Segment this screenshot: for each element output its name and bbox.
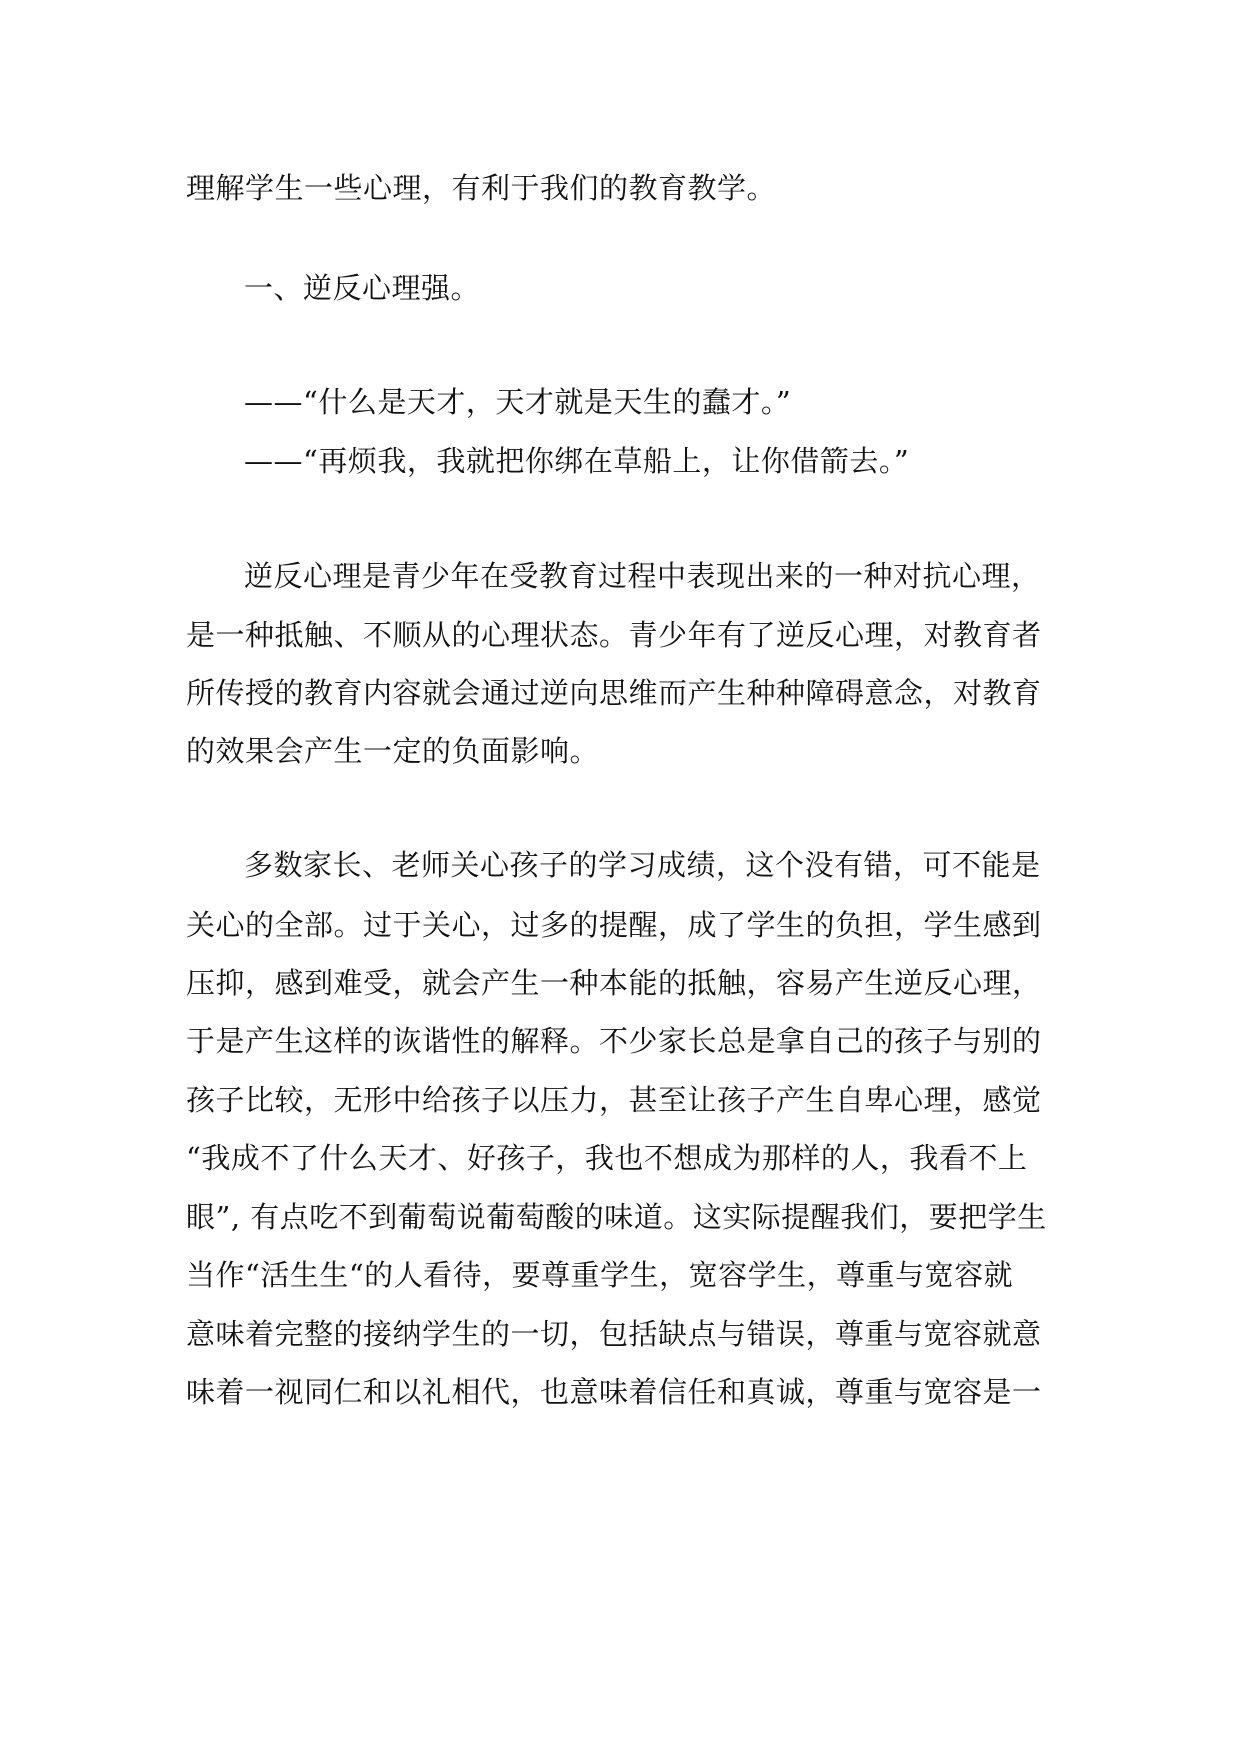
paragraph-line: 意味着完整的接纳学生的一切，包括缺点与错误，尊重与宽容就意 — [186, 1317, 1042, 1351]
paragraph-line: 的效果会产生一定的负面影响。 — [186, 734, 600, 768]
section-heading: 一、逆反心理强。 — [244, 271, 481, 305]
paragraph-line: 味着一视同仁和以礼相代，也意味着信任和真诚，尊重与宽容是一 — [186, 1375, 1042, 1409]
paragraph-line: 是一种抵触、不顺从的心理状态。青少年有了逆反心理，对教育者 — [186, 618, 1042, 652]
paragraph-line: 当作“活生生“的人看待，要尊重学生，宽容学生，尊重与宽容就 — [186, 1258, 1014, 1292]
paragraph-line: 于是产生这样的诙谐性的解释。不少家长总是拿自己的孩子与别的 — [186, 1024, 1042, 1058]
paragraph-line: 多数家长、老师关心孩子的学习成绩，这个没有错，可不能是 — [244, 848, 1041, 882]
quote-line: ——“什么是天才，天才就是天生的蠢才。” — [244, 385, 792, 419]
paragraph-line: 眼”, 有点吃不到葡萄说葡萄酸的味道。这实际提醒我们，要把学生 — [186, 1200, 1047, 1234]
paragraph-line: “我成不了什么天才、好孩子，我也不想成为那样的人，我看不上 — [186, 1141, 1028, 1175]
paragraph-line: 逆反心理是青少年在受教育过程中表现出来的一种对抗心理， — [244, 559, 1041, 593]
quote-line: ——“再烦我，我就把你绑在草船上，让你借箭去。” — [244, 444, 910, 478]
paragraph-line: 所传授的教育内容就会通过逆向思维而产生种种障碍意念，对教育 — [186, 676, 1042, 710]
paragraph-line: 孩子比较，无形中给孩子以压力，甚至让孩子产生自卑心理，感觉 — [186, 1083, 1042, 1117]
paragraph-line: 关心的全部。过于关心，过多的提醒，成了学生的负担，学生感到 — [186, 908, 1042, 942]
intro-line: 理解学生一些心理，有利于我们的教育教学。 — [186, 171, 777, 205]
paragraph-line: 压抑，感到难受，就会产生一种本能的抵触，容易产生逆反心理， — [186, 966, 1042, 1000]
